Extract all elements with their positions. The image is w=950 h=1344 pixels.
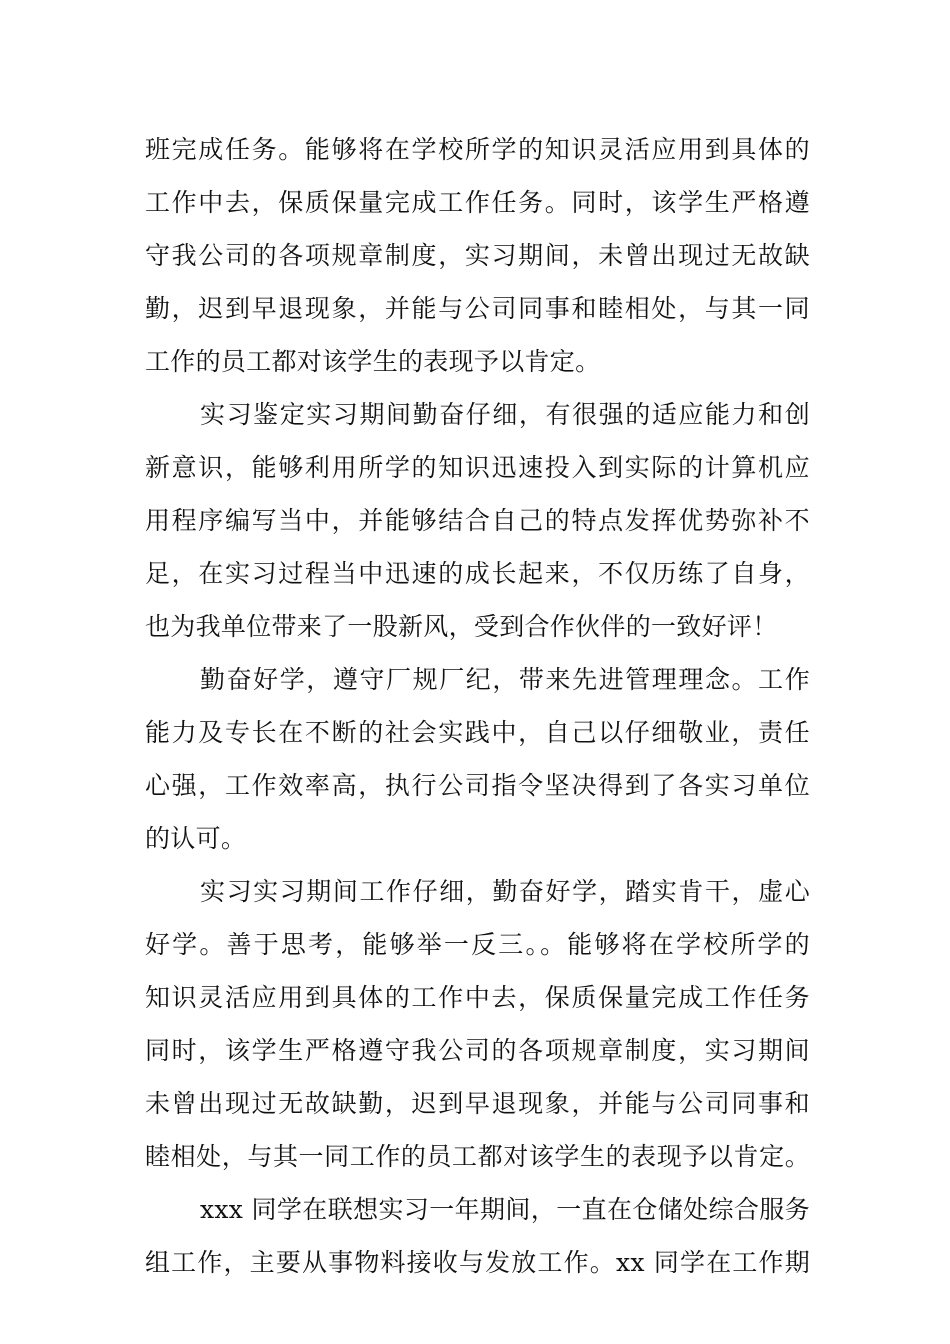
text-line: 实习鉴定实习期间勤奋仔细，有很强的适应能力和创: [200, 400, 810, 429]
text-line: 实习实习期间工作仔细，勤奋好学，踏实肯干，虚心: [200, 877, 810, 906]
text-line: 工作的员工都对该学生的表现予以肯定。: [145, 347, 601, 376]
text-line: 同时，该学生严格遵守我公司的各项规章制度，实习期间: [145, 1036, 810, 1065]
text-line: 心强，工作效率高，执行公司指令坚决得到了各实习单位: [145, 771, 810, 800]
text-line: 守我公司的各项规章制度，实习期间，未曾出现过无故缺: [145, 241, 810, 270]
text-line: 好学。善于思考，能够举一反三。。能够将在学校所学的: [145, 930, 810, 959]
paragraph-5: [145, 1183, 810, 1289]
paragraph-3: [145, 653, 810, 865]
text-line: 勤奋好学，遵守厂规厂纪，带来先进管理理念。工作: [200, 665, 810, 694]
text-line: 的认可。: [145, 824, 247, 853]
text-line: 组工作，主要从事物料接收与发放工作。xx 同学在工作期: [145, 1248, 810, 1277]
paragraph-4: [145, 865, 810, 1183]
text-line: 足，在实习过程当中迅速的成长起来，不仅历练了自身，: [145, 559, 810, 588]
text-line: 也为我单位带来了一股新风，受到合作伙伴的一致好评！: [145, 612, 778, 641]
text-line: 睦相处，与其一同工作的员工都对该学生的表现予以肯定。: [145, 1142, 810, 1171]
text-line: xxx 同学在联想实习一年期间，一直在仓储处综合服务: [200, 1195, 810, 1224]
text-line: 工作中去，保质保量完成工作任务。同时，该学生严格遵: [145, 188, 810, 217]
paragraph-2: [145, 388, 810, 653]
paragraph-1: [145, 123, 810, 388]
text-line: 知识灵活应用到具体的工作中去，保质保量完成工作任务: [145, 983, 810, 1012]
document-body: [145, 123, 810, 1289]
text-line: 未曾出现过无故缺勤，迟到早退现象，并能与公司同事和: [145, 1089, 810, 1118]
text-line: 能力及专长在不断的社会实践中，自己以仔细敬业，责任: [145, 718, 810, 747]
text-line: 用程序编写当中，并能够结合自己的特点发挥优势弥补不: [145, 506, 810, 535]
text-line: 新意识，能够利用所学的知识迅速投入到实际的计算机应: [145, 453, 810, 482]
text-line: 班完成任务。能够将在学校所学的知识灵活应用到具体的: [145, 135, 810, 164]
text-line: 勤，迟到早退现象，并能与公司同事和睦相处，与其一同: [145, 294, 810, 323]
